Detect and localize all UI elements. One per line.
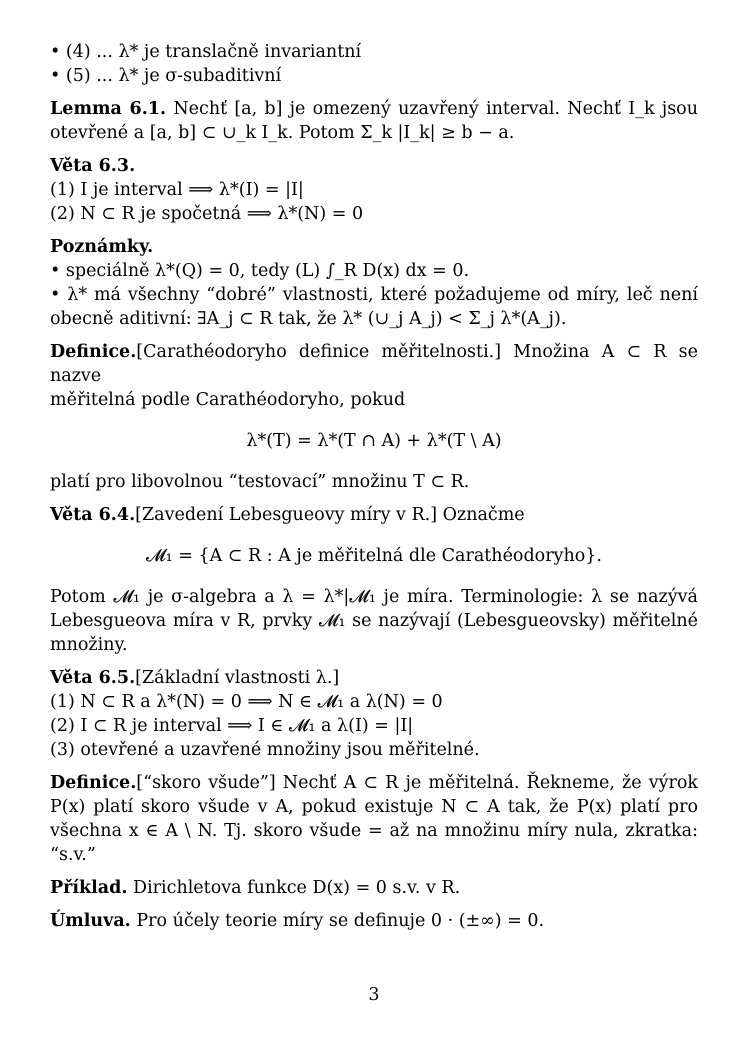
definice2-line2: P(x) platí skoro všude v A, pokud existuje N ⊂ A tak, že P(x) platí pro <box>50 797 698 817</box>
poznamky-line1: • speciálně λ*(Q) = 0, tedy (L) ∫_R D(x) dx = 0. <box>50 261 470 281</box>
m1-formula: 𝓜₁ = {A ⊂ R : A je měřitelná dle Carathéodoryho}. <box>146 546 602 566</box>
definice1-line2: měřitelná podle Carathéodoryho, pokud <box>50 390 406 410</box>
lemma-line1: Lemma 6.1. Nechť [a, b] je omezený uzavřený interval. Nechť I_k jsou <box>50 99 698 119</box>
definice2-line1: Definice.[“skoro všude”] Nechť A ⊂ R je měřitelná. Řekneme, že výrok <box>50 773 698 793</box>
definice1-line1: Definice.[Carathéodoryho definice měřitelnosti.] Množina A ⊂ R se nazve <box>50 342 698 386</box>
carath-formula: λ*(T) = λ*(T ∩ A) + λ*(T \ A) <box>246 431 502 451</box>
veta65-heading: Věta 6.5.[Základní vlastnosti λ.] <box>50 668 340 688</box>
veta63-item: (1) I je interval ⟹ λ*(I) = |I| <box>50 180 304 200</box>
veta65-item: (2) I ⊂ R je interval ⟹ I ∈ 𝓜₁ a λ(I) = |I| <box>50 716 414 736</box>
definice1-line3: platí pro libovolnou “testovací” množinu T ⊂ R. <box>50 472 470 492</box>
veta64-line2: Potom 𝓜₁ je σ-algebra a λ = λ*|𝓜₁ je míra. Terminologie: λ se nazývá <box>50 587 698 607</box>
umluva: Úmluva. Pro účely teorie míry se definuje 0 · (±∞) = 0. <box>50 911 545 931</box>
poznamky-line3: obecně aditivní: ∃A_j ⊂ R tak, že λ* (∪_j A_j) < Σ_j λ*(A_j). <box>50 309 567 329</box>
lemma-label: Lemma 6.1. <box>50 99 167 119</box>
veta63-item: (2) N ⊂ R je spočetná ⟹ λ*(N) = 0 <box>50 204 364 224</box>
veta65-item: (3) otevřené a uzavřené množiny jsou měřitelné. <box>50 740 480 760</box>
veta65-item: (1) N ⊂ R a λ*(N) = 0 ⟹ N ∈ 𝓜₁ a λ(N) = 0 <box>50 692 443 712</box>
veta64-line4: množiny. <box>50 635 128 655</box>
definice2-line3: všechna x ∈ A \ N. Tj. skoro všude = až na množinu míry nula, zkratka: <box>50 821 698 841</box>
veta64-line1: Věta 6.4.[Zavedení Lebesgueovy míry v R.] Označme <box>50 505 525 525</box>
page-number: 3 <box>368 985 380 1005</box>
veta63-heading: Věta 6.3. <box>50 156 136 176</box>
lemma-line2: otevřené a [a, b] ⊂ ∪_k I_k. Potom Σ_k |I_k| ≥ b − a. <box>50 123 515 143</box>
bullet-item: • (4) ... λ* je translačně invariantní <box>50 42 362 62</box>
veta64-line3: Lebesgueova míra v R, prvky 𝓜₁ se nazývají (Lebesgueovsky) měřitelné <box>50 611 698 631</box>
definice2-line4: “s.v.” <box>50 845 96 865</box>
poznamky-line2: • λ* má všechny “dobré” vlastnosti, které požadujeme od míry, leč není <box>50 285 698 305</box>
priklad: Příklad. Dirichletova funkce D(x) = 0 s.v. v R. <box>50 878 461 898</box>
bullet-item: • (5) ... λ* je σ-subaditivní <box>50 66 282 86</box>
poznamky-heading: Poznámky. <box>50 237 154 257</box>
page-content <box>50 40 698 933</box>
